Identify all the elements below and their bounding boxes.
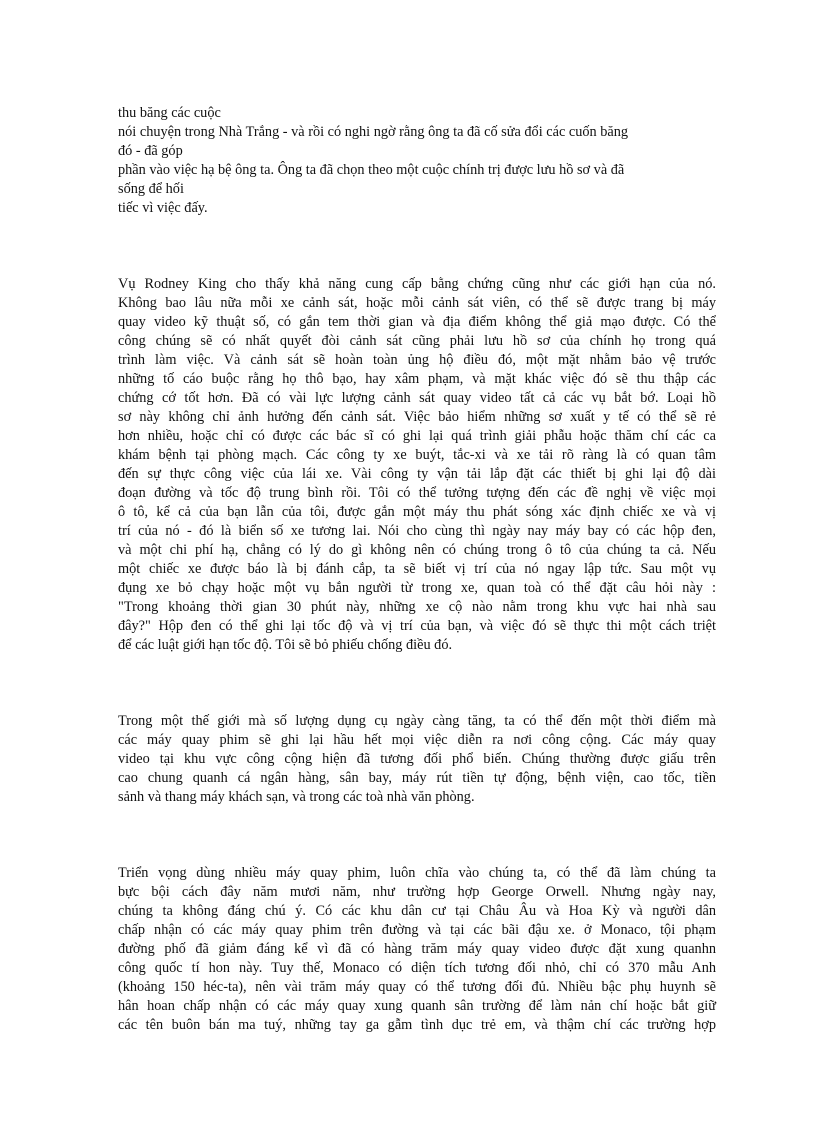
- text-line: đến sự thực công việc của lái xe. Vài công ty vận tải lắp đặt các thiết bị ghi lại độ dài: [118, 466, 716, 482]
- text-line: khám bệnh tại phòng mạch. Các công ty xe buýt, tắc-xi và xe tải rõ ràng là có quan tâm: [118, 447, 716, 463]
- text-line: sảnh và thang máy khách sạn, và trong các toà nhà văn phòng.: [118, 789, 475, 805]
- text-line: ô tô, kể cả của bạn lẫn của tôi, được gắn một máy thu phát sóng xác định chiếc xe và vị: [118, 504, 716, 520]
- text-line: Triển vọng dùng nhiều máy quay phim, luôn chĩa vào chúng ta, có thể đã làm chúng ta: [118, 865, 716, 881]
- text-line: công quốc tí hon này. Tuy thế, Monaco có diện tích tương đối nhỏ, chỉ có 370 mẫu Anh: [118, 960, 716, 976]
- text-line: một chiếc xe được báo là bị đánh cắp, ta sẽ biết vị trí của nó ngay lập tức. Sau một vụ: [118, 561, 716, 577]
- text-line: chấp nhận có các máy quay phim trên đường và tại các bãi đậu xe. ở Monaco, tội phạm: [118, 922, 716, 938]
- text-line: thu băng các cuộc: [118, 105, 221, 121]
- paragraph-p1: [118, 104, 716, 218]
- paragraph-gap: [118, 218, 716, 275]
- text-line: công chúng sẽ có nhất quyết đòi cảnh sát cũng phải lưu hồ sơ của chính họ trong quá: [118, 333, 716, 349]
- text-line: đó - đã góp: [118, 143, 183, 159]
- text-line: trí của nó - đó là biển số xe tương lai. Nói cho cùng thì ngày nay máy bay có các hộp đen,: [118, 523, 716, 539]
- paragraph-p4: [118, 864, 716, 1035]
- paragraph-gap: [118, 807, 716, 864]
- text-line: Không bao lâu nữa mỗi xe cảnh sát, hoặc mỗi cảnh sát viên, có thể sẽ được trang bị máy: [118, 295, 716, 311]
- text-line: bực bội cách đây năm mươi năm, như trường hợp George Orwell. Nhưng ngày nay,: [118, 884, 716, 900]
- text-line: những tố cáo buộc rằng họ thô bạo, hay xâm phạm, và mặt khác việc đó sẽ thu thập các: [118, 371, 716, 387]
- text-line: cao chung quanh cá ngân hàng, sân bay, máy rút tiền tự động, bệnh viện, cao tốc, tiền: [118, 770, 716, 786]
- text-line: trình làm việc. Và cảnh sát sẽ hoàn toàn ủng hộ điều đó, một mặt nhằm bảo vệ trước: [118, 352, 716, 368]
- text-line: "Trong khoảng thời gian 30 phút này, những xe cộ nào nằm trong khu vực hai nhà sau: [118, 599, 716, 615]
- text-line: sống để hối: [118, 181, 184, 197]
- document-body: [118, 104, 716, 1035]
- text-line: chúng ta không đáng chú ý. Có các khu dân cư tại Châu Âu và Hoa Kỳ và người dân: [118, 903, 716, 919]
- text-line: (khoảng 150 héc-ta), nên vài trăm máy quay có thể tương đối đủ. Nhiều bậc phụ huynh sẽ: [118, 979, 716, 995]
- text-line: hân hoan chấp nhận có các máy quay xung quanh sân trường để làm nản chí hoặc bắt giữ: [118, 998, 716, 1014]
- text-line: Trong một thế giới mà số lượng dụng cụ ngày càng tăng, ta có thể đến một thời điểm mà: [118, 713, 716, 729]
- text-line: các tên buôn bán ma tuý, những tay ga gẫm tình dục trẻ em, và thậm chí các trường hợp: [118, 1017, 716, 1033]
- text-line: phần vào việc hạ bệ ông ta. Ông ta đã chọn theo một cuộc chính trị được lưu hồ sơ và đã: [118, 162, 625, 178]
- text-line: quay video kỹ thuật số, có gắn tem thời gian và địa điểm không thể giả mạo được. Có thể: [118, 314, 716, 330]
- text-line: chứng cớ tốt hơn. Đã có vài lực lượng cảnh sát quay video tất cả các vụ bắt bớ. Loại hồ: [118, 390, 716, 406]
- paragraph-gap: [118, 655, 716, 712]
- text-line: nói chuyện trong Nhà Trắng - và rồi có nghi ngờ rằng ông ta đã cố sửa đổi các cuốn băng: [118, 124, 629, 140]
- text-line: các máy quay phim sẽ ghi lại hầu hết mọi việc diễn ra nơi công cộng. Các máy quay: [118, 732, 716, 748]
- text-line: đoạn đường và tốc độ trung bình rồi. Tôi có thể tưởng tượng đến các đề nghị về việc mọi: [118, 485, 716, 501]
- text-line: và một chi phí hạ, chẳng có lý do gì không nên có chúng trong ô tô của chúng ta cả. Nếu: [118, 542, 716, 558]
- text-line: tiếc vì việc đấy.: [118, 200, 208, 216]
- paragraph-p2: [118, 275, 716, 655]
- text-line: Vụ Rodney King cho thấy khả năng cung cấp bằng chứng cũng như các giới hạn của nó.: [118, 276, 716, 292]
- paragraph-p3: [118, 712, 716, 807]
- text-line: hơn nhiều, hoặc chỉ có được các bác sĩ có ghi lại quá trình giải phẫu hoặc thăm chí các ca: [118, 428, 716, 444]
- text-line: để các luật giới hạn tốc độ. Tôi sẽ bỏ phiếu chống điều đó.: [118, 637, 453, 653]
- text-line: đụng xe bỏ chạy hoặc một vụ bắn người từ trong xe, quan toà có thể đặt câu hỏi này :: [118, 580, 716, 596]
- text-line: sơ này không chỉ ảnh hưởng đến cảnh sát. Việc bảo hiểm những sơ xuất y tế có thể sẽ rẻ: [118, 409, 716, 425]
- text-line: đường phố đã giảm đáng kể vì đã có hàng trăm máy quay video được đặt xung quanhn: [118, 941, 716, 957]
- text-line: video tại khu vực công cộng hiện đã tương đối phổ biến. Chúng thường được giấu trên: [118, 751, 716, 767]
- text-line: đây?" Hộp đen có thể ghi lại tốc độ và vị trí của bạn, và việc đó sẽ thực thi một cách triệt: [118, 618, 716, 634]
